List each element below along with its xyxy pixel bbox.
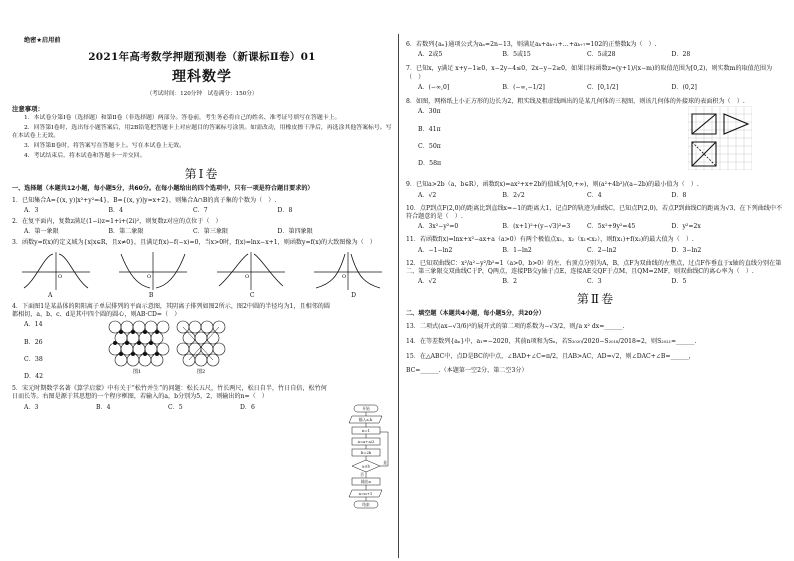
question-13: 13．二项式(ax−√3/6)³的展开式的第二项的系数为−√3/2，则∫a x² dx=______. — [406, 322, 625, 330]
option: B．(x+1)²+(y−√3)²=3 — [502, 223, 571, 231]
question-15: 15．在△ABC中，点D是BC的中点，∠BAD+∠C=π/2，且AB>AC，AD=√2，则∠DAC+∠B=______， — [406, 353, 695, 361]
question-10-options — [406, 223, 786, 231]
option: A．−1−ln2 — [418, 246, 453, 254]
option: A．30π — [418, 108, 441, 116]
option: B．41π — [418, 125, 441, 133]
question-5-options — [12, 404, 392, 412]
option: D．5 — [671, 278, 687, 286]
svg-text:O: O — [341, 273, 347, 280]
svg-text:O: O — [244, 273, 249, 280]
flow-inc: n=n+1 — [358, 491, 373, 496]
flow-output: 输出n — [360, 479, 372, 484]
notice-item: 2．回答第Ⅰ卷时，选出每小题答案后，用2B铅笔把答题卡上对应题目的答案标号涂黑。如需改动，用橡皮擦干净后，再选涂其他答案标号。写在本试卷上无效。 — [12, 125, 392, 140]
question-4-options — [24, 321, 43, 390]
notice-block — [12, 105, 392, 161]
option: A．3 — [24, 403, 39, 411]
option: B．1−ln2 — [502, 246, 532, 254]
question-11-options — [406, 247, 786, 255]
option: B．5或15 — [502, 51, 531, 59]
graph-label: B — [148, 291, 154, 299]
question-8-options — [418, 108, 441, 177]
option: D．42 — [24, 373, 44, 381]
question-1-options — [12, 207, 392, 215]
question-2: 2．在复平面内，复数z满足(1−i)z=1+i+(2i)²，则复数z对应的点位于（ ） — [12, 217, 222, 225]
question-7-options — [406, 84, 786, 92]
flow-start: 开始 — [362, 406, 370, 411]
confidential-mark: 绝密★启用前 — [24, 37, 61, 44]
option: C．38 — [24, 355, 43, 363]
question-10: 10．点P到点F(2,0)的距离比到直线x=−1的距离大1，记点P的轨迹为曲线C，已知点P(2,0)，若点P到曲线C的距离为√3，在下列曲线中不符合题意的是（ ）. — [406, 204, 783, 220]
option: B．2√2 — [502, 191, 525, 199]
left-column — [12, 36, 392, 412]
graph-d — [312, 250, 384, 292]
option: D．28 — [671, 51, 691, 59]
flow-no: 否 — [360, 472, 364, 477]
question-3-graphs — [12, 248, 392, 292]
column-divider — [398, 34, 399, 558]
option: A．3x²−y²=0 — [418, 223, 459, 231]
right-column — [406, 38, 786, 375]
option: C．4 — [587, 191, 602, 199]
question-14: 14．在等差数列{aₙ}中，a₁=−2020，其前n项和为Sₙ，若S₂₀₂₀/2020−S₂₀₁₈/2018=2，则S₂₀₂₁=______. — [406, 338, 697, 346]
notice-item: 1．本试卷分第Ⅰ卷（选择题）和第Ⅱ卷（非选择题）两部分。答卷前，考生务必将自己的姓名、准考证号填写在答题卡上。 — [24, 115, 341, 122]
option: C．[0,1/2] — [587, 83, 619, 91]
option: C．3 — [587, 278, 602, 286]
flow-init: n=1 — [361, 428, 371, 433]
option: D．6 — [240, 403, 255, 411]
option: B．第二象限 — [108, 228, 144, 236]
option: D．3−ln2 — [671, 246, 702, 254]
question-9: 9．已知a>2b（a，b∈R），函数f(x)=ax²+x+2b的值域为[0,+∞)，则(a²+4b²)/(a−2b)的最小值为（ ）. — [406, 181, 699, 189]
figure-1-label: 图1 — [133, 369, 142, 376]
option: A．14 — [24, 321, 43, 329]
option: C．5 — [168, 403, 183, 411]
flow-yes: 是 — [383, 460, 387, 465]
graph-label: A — [48, 291, 53, 299]
question-3-graph-labels — [12, 292, 392, 300]
option: D．(0,2] — [671, 83, 697, 91]
question-6: 6．若数列{aₙ}通项公式为aₙ=2n−13，则满足aₖ+aₖ₊₁+…+aₖ₊₇=102的正整数k为（ ）. — [406, 41, 657, 48]
option: A．3 — [24, 206, 39, 214]
question-12-options — [406, 278, 786, 286]
option: C．7 — [193, 206, 208, 214]
option: D．8 — [277, 206, 293, 214]
option: B．4 — [96, 403, 111, 411]
notice-item: 4．考试结束后，将本试卷和答题卡一并交回。 — [24, 153, 146, 160]
notice-title: 注意事项： — [12, 104, 44, 113]
section-1-heading: 一、选择题（本题共12小题，每小题5分，共60分。在每小题给出的四个选项中，只有一项是符合题目要求的） — [12, 185, 314, 193]
option: C．50π — [418, 143, 441, 151]
graph-c — [215, 250, 287, 292]
exam-title: 2021年高考数学押题预测卷（新课标Ⅱ卷）01 — [88, 51, 316, 63]
option: B．26 — [24, 338, 43, 346]
graph-label: D — [351, 291, 356, 299]
question-7: 7．已知x，y满足 x+y−1≥0，x−2y−4≤0，2x−y−2≥0，如果目标函数z=(y+1)/(x−m)的取值范围为[0,2)，则实数m的取值范围为（ ） — [406, 65, 773, 81]
question-4-figures — [12, 319, 392, 399]
notice-item: 3．回答第Ⅱ卷时，将答案写在答题卡上。写在本试卷上无效。 — [24, 143, 185, 150]
question-2-options — [12, 228, 392, 236]
option: A．第一象限 — [24, 228, 59, 236]
graph-a — [20, 250, 92, 292]
graph-label: C — [249, 291, 255, 299]
flow-input: 输入a,b — [358, 417, 373, 422]
option: A．√2 — [418, 278, 437, 286]
question-15-part-2: BC=______.（本题第一空2分，第二空3分） — [406, 366, 528, 374]
ion-lattice-figure — [107, 319, 227, 377]
option: C．2−ln2 — [587, 246, 617, 254]
flow-cond: a≤b — [362, 463, 370, 469]
option: A．(−∞,0] — [418, 83, 450, 91]
question-4: 4．下面图1是某晶体的阴阳离子单层排列的平面示意图，其阴离子排列如图2所示，图2中圆的半径均为1，且相邻的圆都相切，a、b、c、d是其中四个圆的圆心，则AB·CD=（ ） — [12, 302, 330, 319]
question-9-options — [406, 192, 786, 200]
question-1: 1．已知集合A={(x, y)|x²+y²=4}，B={(x, y)|y=x+2}，则集合A∩B的真子集的个数为（ ）. — [12, 196, 277, 204]
subject-title: 理科数学 — [172, 69, 232, 86]
option: D．8 — [671, 191, 687, 199]
option: C．5或28 — [587, 51, 616, 59]
three-view-figure — [688, 106, 752, 170]
flow-step-a: a=a+a/2 — [357, 439, 375, 444]
svg-text:O: O — [147, 273, 152, 280]
flow-step-b: b=2b — [360, 450, 372, 455]
graph-b — [117, 250, 189, 292]
question-8-body — [406, 106, 786, 178]
figure-2-label: 图2 — [197, 369, 206, 376]
question-5: 5．宋元时期数学名著《算学启蒙》中有关于“松竹并生”的问题：松长五尺，竹长两尺，松日自半，竹日自倍，松竹何日而长等。右图是源于其思想的一个程序框图，若输入的a，b分别为5，2，则输出的n=（ ） — [12, 385, 327, 401]
section-2-heading: 二、填空题（本题共4小题，每小题5分，共20分） — [406, 309, 545, 317]
question-8: 8．如图，网格纸上小正方形的边长为2，粗实线及粗虚线画出的是某几何体的三视图，则该几何体的外接球的表面积为（ ）. — [406, 98, 745, 106]
volume-1-title: 第Ⅰ卷 — [184, 167, 220, 182]
option: B．2 — [502, 278, 517, 286]
exam-info: （考试时间：120分钟 试卷满分：150分） — [146, 91, 258, 98]
option: B．(−∞,−1/2] — [502, 83, 545, 91]
option: B．4 — [108, 206, 123, 214]
flow-end: 结束 — [362, 502, 370, 507]
option: A．2或5 — [418, 51, 443, 59]
option: C．5x²+9y²=45 — [587, 223, 636, 231]
option: C．第三象限 — [193, 228, 229, 236]
option: A．√2 — [418, 191, 437, 199]
program-flowchart — [340, 404, 396, 516]
option: D．y²=2x — [671, 223, 701, 231]
question-12: 12．已知双曲线C：x²/a²−y²/b²=1（a>0，b>0）的左、右顶点分别为A，B，点F为双曲线的左焦点，过点F作垂直于x轴的直线分别在第二、第三象限交双曲线C于P、Q两点，连接PB交y轴于点E，连接AE交QF于点M，且QM=2MF，则双曲线C的离心率为（ ）. — [406, 259, 782, 276]
question-3: 3．函数y=f(x)的定义域为{x|x∈R，且x≠0}，且满足f(x)−f(−x)=0，当x>0时，f(x)=lnx−x+1，则函数y=f(x)的大致图像为（ ） — [12, 239, 376, 247]
option: D．第四象限 — [277, 228, 313, 236]
question-11: 11．若函数f(x)=lnx+x²−ax+a（a>0）有两个极值点x₁，x₂（x₁<x₂），则f(x₁)+f(x₂)的最大值为（ ）. — [406, 236, 694, 244]
svg-text:O: O — [58, 273, 63, 280]
option: D．58π — [418, 160, 442, 168]
question-6-options — [406, 51, 786, 59]
volume-2-title: 第Ⅱ卷 — [576, 291, 616, 306]
